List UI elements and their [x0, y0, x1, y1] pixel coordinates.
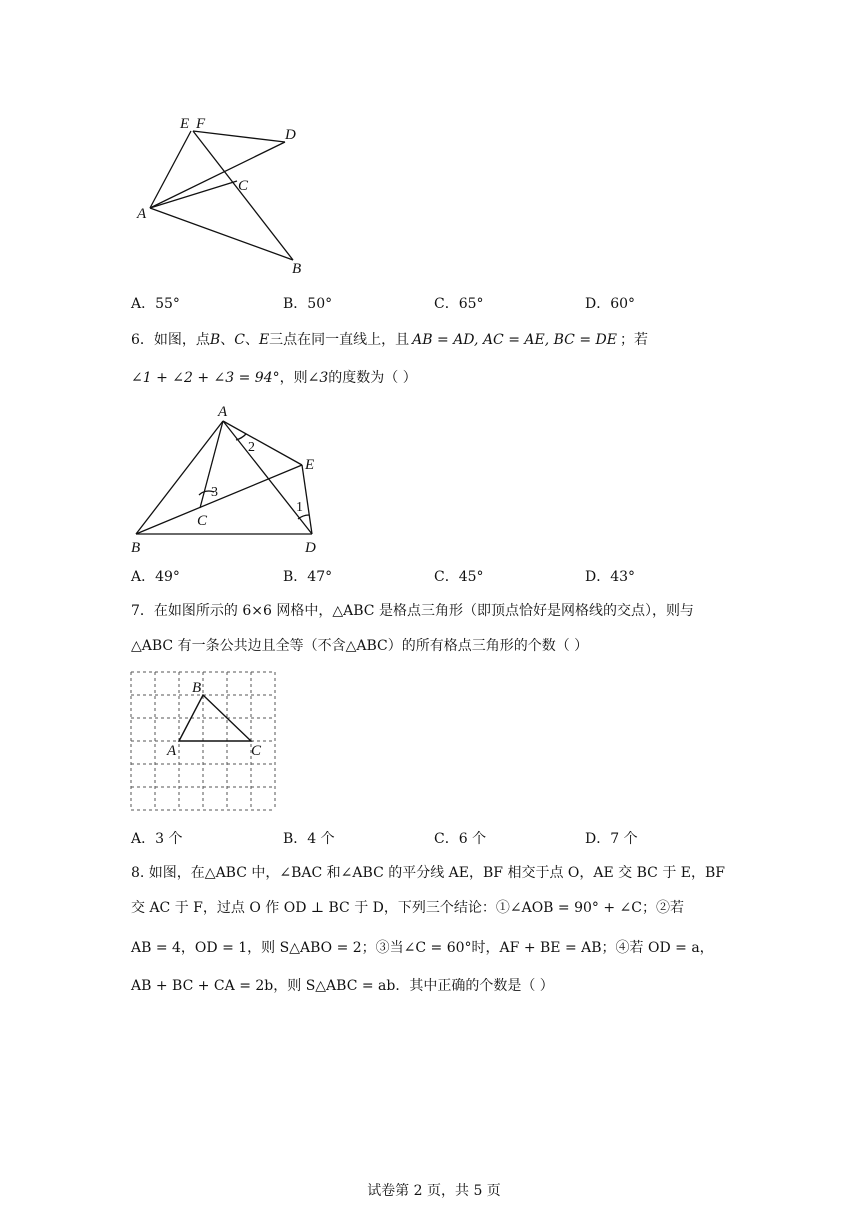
angle-label-2: 2: [248, 440, 255, 455]
angle-label-1: 1: [296, 500, 303, 515]
q8-stem-line2: 交 AC 于 F，过点 O 作 OD ⊥ BC 于 D，下列三个结论：①∠AOB = 90° + ∠C；②若: [131, 900, 684, 916]
q7-option-d[interactable]: D．7 个: [585, 831, 638, 847]
label-A: A: [167, 743, 177, 759]
label-D: D: [305, 540, 316, 556]
label-E: E: [180, 116, 190, 132]
label-E: E: [305, 457, 315, 473]
q6-option-b[interactable]: B．47°: [283, 569, 333, 585]
q6-stem-line2: ∠1 + ∠2 + ∠3 = 94°，则∠3的度数为（ ）: [131, 370, 417, 386]
label-B: B: [292, 261, 302, 277]
q5-option-c[interactable]: C．65°: [434, 296, 484, 312]
label-A: A: [137, 206, 147, 222]
q8-stem-line4: AB + BC + CA = 2b，则 S△ABC = ab．其中正确的个数是（ ）: [131, 978, 554, 994]
figure-q6: [125, 400, 330, 560]
label-F: F: [196, 116, 206, 132]
q8-stem-line3: AB = 4，OD = 1，则 S△ABO = 2；③当∠C = 60°时，AF + BE = AB；④若 OD = a，: [131, 940, 714, 956]
q7-option-a[interactable]: A．3 个: [131, 831, 183, 847]
q5-option-d[interactable]: D．60°: [585, 296, 636, 312]
label-B: B: [131, 540, 141, 556]
label-D: D: [285, 127, 296, 143]
q6-option-d[interactable]: D．43°: [585, 569, 636, 585]
q7-option-b[interactable]: B．4 个: [283, 831, 335, 847]
label-C: C: [238, 178, 249, 194]
label-C: C: [197, 513, 208, 529]
label-A: A: [218, 404, 228, 420]
label-B: B: [192, 680, 202, 696]
q5-option-b[interactable]: B．50°: [283, 296, 333, 312]
q6-option-a[interactable]: A．49°: [131, 569, 180, 585]
q7-stem-line1: 7．在如图所示的 6×6 网格中，△ABC 是格点三角形（即顶点恰好是网格线的交点），则与: [131, 603, 694, 619]
figure-q5: [130, 112, 320, 280]
page-footer: 试卷第 2 页，共 5 页: [367, 1183, 501, 1199]
label-C: C: [251, 743, 262, 759]
q5-option-a[interactable]: A．55°: [131, 296, 180, 312]
q7-stem-line2: △ABC 有一条公共边且全等（不含△ABC）的所有格点三角形的个数（ ）: [131, 638, 589, 654]
angle-label-3: 3: [211, 485, 218, 500]
q8-stem-line1: 8. 如图，在△ABC 中，∠BAC 和∠ABC 的平分线 AE，BF 相交于点 O，AE 交 BC 于 E，BF: [131, 865, 726, 881]
figure-q7: [126, 668, 282, 818]
q7-option-c[interactable]: C．6 个: [434, 831, 487, 847]
q6-option-c[interactable]: C．45°: [434, 569, 484, 585]
q6-stem-line1: 6．如图，点B、C、E三点在同一直线上，且 AB = AD, AC = AE, BC = DE ；若: [131, 332, 648, 348]
